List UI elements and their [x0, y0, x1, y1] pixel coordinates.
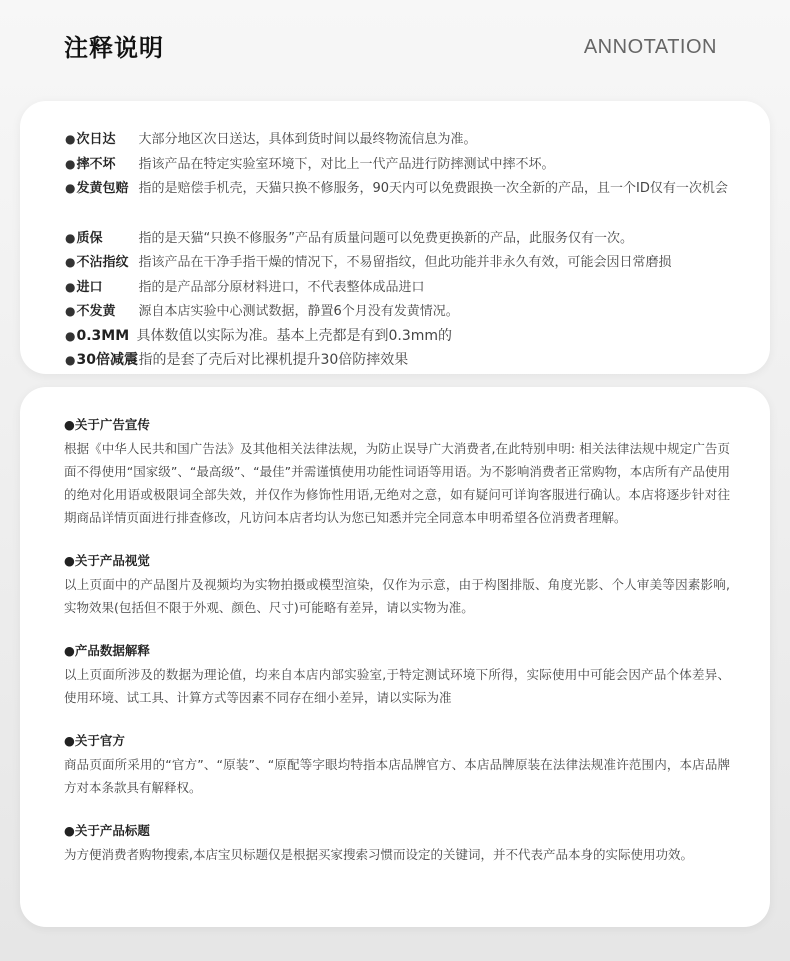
bullet-icon: ●	[65, 230, 76, 245]
section-title	[64, 551, 730, 571]
page-header	[0, 0, 790, 100]
section-title	[64, 415, 730, 435]
section-title-text: 产品数据解释	[74, 643, 150, 658]
glossary-row	[65, 251, 770, 276]
section-body: 为方便消费者购物搜索,本店宝贝标题仅是根据买家搜索习惯而设定的关键词，并不代表产品本身的实际使用功效。	[64, 847, 693, 862]
glossary-term: 不发黄	[76, 304, 116, 319]
bullet-icon: ●	[65, 353, 76, 367]
glossary-desc: 指的是套了壳后对比裸机提升30倍防摔效果	[138, 352, 409, 368]
section-title	[64, 641, 730, 661]
glossary-term: 发黄包赔	[76, 181, 129, 196]
glossary-desc: 指的是赔偿手机壳，天猫只换不修服务，90天内可以免费跟换一次全新的产品，且一个ID仅有一次机会	[138, 181, 728, 196]
glossary-desc: 指的是产品部分原材料进口，不代表整体成品进口	[138, 279, 425, 295]
section-body: 以上页面所涉及的数据为理论值，均来自本店内部实验室,于特定测试环境下所得，实际使用中可能会因产品个体差异、使用环境、试工具、计算方式等因素不同存在细小差异，请以实际为准	[64, 667, 730, 705]
disclaimer-section	[64, 821, 730, 866]
glossary-row	[65, 128, 770, 153]
bullet-icon: ●	[65, 132, 76, 146]
glossary-term: 次日达	[76, 132, 116, 147]
glossary-desc: 指该产品在特定实验室环境下，对比上一代产品进行防摔测试中摔不坏。	[138, 156, 555, 172]
glossary-card	[20, 101, 770, 374]
section-body: 商品页面所采用的“官方”、“原装”、“原配等字眼均特指本店品牌官方、本店品牌原装在法律法规准许范围内，本店品牌方对本条款具有解释权。	[64, 757, 730, 795]
section-body: 以上页面中的产品图片及视频均为实物拍摄或模型渲染，仅作为示意，由于构图排版、角度光影、个人审美等因素影响,实物效果(包括但不限于外观、颜色、尺寸)可能略有差异，请以实物为准。	[64, 577, 730, 615]
bullet-icon: ●	[65, 156, 76, 171]
glossary-term: 质保	[76, 230, 103, 246]
glossary-term: 30倍减震	[76, 352, 138, 368]
bullet-icon: ●	[65, 181, 76, 195]
bullet-icon: ●	[64, 553, 75, 568]
glossary-desc: 指的是天猫“只换不修服务”产品有质量问题可以免费更换新的产品，此服务仅有一次。	[138, 230, 633, 246]
section-title	[64, 731, 730, 751]
bullet-icon: ●	[64, 417, 75, 432]
section-title-text: 关于广告宣传	[74, 417, 150, 432]
disclaimer-section	[64, 415, 730, 529]
section-title-text: 关于官方	[74, 733, 125, 748]
glossary-row	[65, 227, 770, 252]
glossary-term: 摔不坏	[76, 156, 116, 172]
bullet-icon: ●	[65, 279, 76, 294]
section-title-text: 关于产品标题	[74, 823, 150, 838]
disclaimer-section	[64, 551, 730, 619]
bullet-icon: ●	[64, 643, 75, 658]
glossary-desc: 源自本店实验中心测试数据，静置6个月没有发黄情况。	[138, 304, 459, 319]
disclaimer-section	[64, 731, 730, 799]
glossary-term: 0.3MM	[76, 327, 130, 344]
glossary-row	[65, 177, 770, 202]
page-title: 注释说明	[64, 34, 164, 62]
glossary-term: 不沾指纹	[76, 255, 129, 270]
page-subtitle: ANNOTATION	[583, 36, 717, 58]
glossary-row	[65, 300, 770, 325]
section-body: 根据《中华人民共和国广告法》及其他相关法律法规，为防止误导广大消费者,在此特别申明: 相关法律法规中规定广告页面不得使用“国家级”、“最高级”、“最佳”并需谨慎使用功能性词语等用语。为不影响消费者正常购物，本店所有产品使用的绝对化用语或极限词全部失效，并仅作为修饰性用语,无绝对之意，如有疑问可详询客服进行确认。本店将逐步针对往期商品详情页面进行排查修改，凡访问本店者均认为您已知悉并完全同意本申明希望各位消费者理解。	[64, 441, 730, 525]
section-title-text: 关于产品视觉	[74, 553, 150, 568]
bullet-icon: ●	[65, 255, 76, 269]
glossary-row	[65, 153, 770, 178]
glossary-term: 进口	[76, 279, 103, 295]
glossary-row	[65, 325, 770, 350]
section-title	[64, 821, 730, 841]
glossary-desc: 具体数值以实际为准。基本上壳都是有到0.3mm的	[136, 327, 453, 344]
glossary-desc: 大部分地区次日送达，具体到货时间以最终物流信息为准。	[138, 132, 477, 147]
bullet-icon: ●	[65, 304, 76, 318]
disclaimer-card	[20, 387, 770, 927]
glossary-desc: 指该产品在干净手指干燥的情况下，不易留指纹，但此功能并非永久有效，可能会因日常磨损	[138, 255, 672, 270]
bullet-icon: ●	[64, 733, 75, 748]
bullet-icon: ●	[65, 328, 76, 343]
disclaimer-section	[64, 641, 730, 709]
glossary-row	[65, 349, 770, 374]
bullet-icon: ●	[64, 823, 75, 838]
glossary-row	[65, 276, 770, 301]
